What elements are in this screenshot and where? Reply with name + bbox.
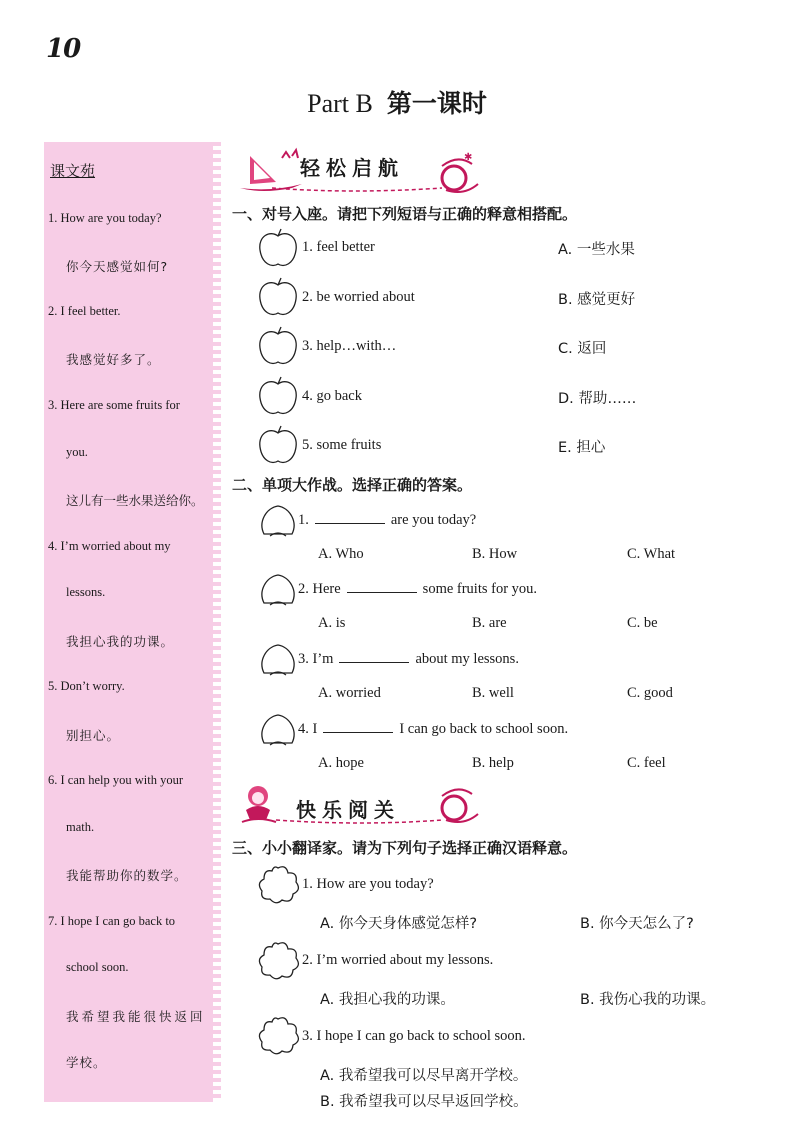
answer-blank[interactable]: [339, 650, 409, 663]
sidebar-item-6-en: 6. I can help you with your: [48, 773, 184, 787]
peach-icon: [256, 641, 302, 677]
mc-question-4: 4. I I can go back to school soon.: [298, 721, 569, 737]
section1-heading: 一、对号入座。请把下列短语与正确的释意相搭配。: [232, 205, 578, 223]
translate-question-3: 3. I hope I can go back to school soon.: [302, 1028, 526, 1044]
sidebar-item-7-cn-2: 学校。: [66, 1055, 107, 1070]
mc-question-1: 1. are you today?: [298, 512, 477, 528]
sidebar-item-5-en: 5. Don’t worry.: [48, 679, 125, 693]
translate-q3-option-a: A. 我希望我可以尽早离开学校。: [320, 1068, 528, 1084]
translate-q1-option-b: B. 你今天怎么了?: [580, 916, 694, 932]
flower-icon: [256, 864, 300, 904]
match-right-d: D. 帮助……: [558, 391, 637, 407]
sidebar-item-6-cn: 我能帮助你的数学。: [66, 868, 188, 883]
peach-icon: [256, 571, 302, 607]
translate-q2-option-b: B. 我伤心我的功课。: [580, 992, 716, 1008]
apple-icon: [256, 326, 300, 368]
mc-question-2: 2. Here some fruits for you.: [298, 581, 538, 597]
sidebar-item-3-en: 3. Here are some fruits for: [48, 398, 180, 412]
sidebar-item-4-en: 4. I’m worried about my: [48, 539, 171, 553]
translate-question-1: 1. How are you today?: [302, 876, 434, 892]
flower-icon: [256, 1015, 300, 1055]
section2-heading: 二、单项大作战。选择正确的答案。: [232, 476, 473, 494]
mc-question-3: 3. I’m about my lessons.: [298, 651, 519, 667]
match-left-4: 4. go back: [302, 388, 362, 404]
mc-q2-option-c: C. be: [627, 615, 658, 631]
flower-icon: [256, 940, 300, 980]
sidebar-item-6-en-2: math.: [66, 820, 95, 834]
mc-q4-option-a: A. hope: [318, 755, 364, 771]
sidebar-panel: [44, 142, 216, 1102]
sidebar-item-1-en: 1. How are you today?: [48, 211, 162, 225]
match-right-b: B. 感觉更好: [558, 292, 636, 308]
apple-icon: [256, 277, 300, 319]
mc-q4-option-c: C. feel: [627, 755, 666, 771]
sidebar-item-5-cn: 别担心。: [66, 728, 121, 743]
match-left-5: 5. some fruits: [302, 437, 382, 453]
mc-q3-option-a: A. worried: [318, 685, 381, 701]
mc-q1-option-c: C. What: [627, 546, 676, 562]
match-left-2: 2. be worried about: [302, 289, 415, 305]
sidebar-item-1-cn: 你今天感觉如何?: [66, 259, 169, 274]
mc-q3-option-b: B. well: [472, 685, 514, 701]
banner-title-2: 快乐阅关: [296, 798, 400, 822]
sidebar-item-3-cn: 这儿有一些水果送给你。: [66, 493, 204, 508]
mc-q4-option-b: B. help: [472, 755, 514, 771]
page-title: [0, 84, 794, 120]
banner-title-1: 轻松启航: [300, 156, 404, 180]
answer-blank[interactable]: [347, 580, 417, 593]
mc-q1-option-b: B. How: [472, 546, 518, 562]
section3-heading: 三、小小翻译家。请为下列句子选择正确汉语释意。: [232, 839, 578, 857]
match-right-a: A. 一些水果: [558, 242, 635, 258]
sidebar-item-3-en-2: you.: [66, 445, 88, 459]
sidebar-heading: 课文苑: [50, 162, 96, 180]
translate-q1-option-a: A. 你今天身体感觉怎样?: [320, 916, 478, 932]
sidebar-edge: [213, 142, 221, 1102]
apple-icon: [256, 425, 300, 467]
answer-blank[interactable]: [315, 511, 385, 524]
sidebar-item-7-cn: 我希望我能很快返回: [66, 1009, 206, 1024]
match-left-1: 1. feel better: [302, 239, 375, 255]
mc-q2-option-b: B. are: [472, 615, 507, 631]
sidebar-item-7-en-2: school soon.: [66, 960, 129, 974]
sidebar-item-4-en-2: lessons.: [66, 585, 106, 599]
mc-q3-option-c: C. good: [627, 685, 673, 701]
title-lesson: 第一课时: [386, 89, 487, 118]
sidebar-item-4-cn: 我担心我的功课。: [66, 634, 175, 649]
page-number: 10: [46, 34, 81, 64]
apple-icon: [256, 376, 300, 418]
sidebar-item-2-en: 2. I feel better.: [48, 304, 121, 318]
sidebar-item-7-en: 7. I hope I can go back to: [48, 914, 176, 928]
peach-icon: [256, 502, 302, 538]
translate-q2-option-a: A. 我担心我的功课。: [320, 992, 455, 1008]
translate-q3-option-b: B. 我希望我可以尽早返回学校。: [320, 1094, 528, 1110]
sidebar-item-2-cn: 我感觉好多了。: [66, 352, 161, 367]
svg-text:✱: ✱: [464, 152, 473, 163]
answer-blank[interactable]: [323, 720, 393, 733]
match-right-e: E. 担心: [558, 440, 606, 456]
match-right-c: C. 返回: [558, 341, 607, 357]
title-part: Part B: [307, 89, 373, 118]
mc-q2-option-a: A. is: [318, 615, 346, 631]
match-left-3: 3. help…with…: [302, 338, 397, 354]
mc-q1-option-a: A. Who: [318, 546, 364, 562]
translate-question-2: 2. I’m worried about my lessons.: [302, 952, 494, 968]
peach-icon: [256, 711, 302, 747]
apple-icon: [256, 228, 300, 270]
